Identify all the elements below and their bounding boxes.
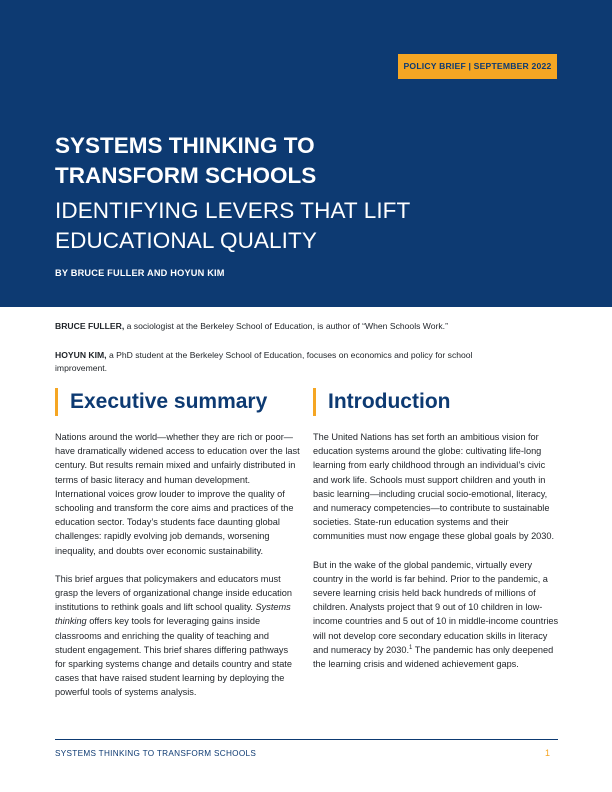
paragraph: But in the wake of the global pandemic, virtually every country in the world is far behind. Prior to the pandemic, a severe learning crisis held back hundreds of millions of children. Analysts project that 9 out of 10 children in low-income countries and 5 out of 10 in middle-income countries will not develop core secondary education skills in literacy and numeracy by 2030.$^1$ The pandemic has only deepened the learning crisis and widened achievement gaps. xyxy=(313,559,559,670)
bio-name: BRUCE FULLER, xyxy=(55,321,125,331)
footer-divider xyxy=(55,739,558,740)
introduction-heading: Introduction xyxy=(313,388,450,416)
page-subtitle xyxy=(55,196,555,256)
subtitle-line-2: EDUCATIONAL QUALITY xyxy=(55,228,317,253)
footer-title: SYSTEMS THINKING TO TRANSFORM SCHOOLS xyxy=(55,749,257,758)
footnote-ref[interactable]: 1 xyxy=(409,644,413,651)
paragraph: The United Nations has set forth an ambitious vision for education systems around the globe: cultivating life-long learning from early childhood through an individual’s civic and work life. Schools must support children and youth in basic learning—including crucial socio-emotional, literacy, and numeracy competencies—to contribute to sustainable societies. State-run education systems and their communities must now engage these global goals by 2030. xyxy=(313,432,555,542)
author-bio-fuller xyxy=(55,320,515,333)
paragraph: This brief argues that policymakers and educators must grasp the levers of organizational change inside education institutions to rethink goals and lift school quality. Systems thinking offers key tools for leveraging gains inside classrooms and enriching the quality of teaching and student engagement. This brief shares differing pathways for sparking systems change and details country and state cases that have raised student learning by deploying the powerful tools of systems analysis. xyxy=(55,573,292,698)
bio-name: HOYUN KIM, xyxy=(55,350,107,360)
policy-brief-badge: POLICY BRIEF | SEPTEMBER 2022 xyxy=(398,54,557,79)
subtitle-line-1: IDENTIFYING LEVERS THAT LIFT xyxy=(55,198,411,223)
bio-text: a sociologist at the Berkeley School of Education, is author of “When Schools Work.” xyxy=(124,321,448,331)
cover-header xyxy=(0,0,612,307)
italic-term: Systems thinking xyxy=(55,602,291,627)
byline: BY BRUCE FULLER AND HOYUN KIM xyxy=(55,268,225,278)
executive-summary-column xyxy=(55,430,301,714)
title-line-2: TRANSFORM SCHOOLS xyxy=(55,163,317,188)
title-line-1: SYSTEMS THINKING TO xyxy=(55,133,315,158)
page-title xyxy=(55,131,555,191)
paragraph: Nations around the world—whether they are rich or poor—have dramatically widened access to education over the last century. But results remain mixed and unfairly distributed in terms of basic literacy and human development. International voices grow louder to improve the quality of schooling and transform the core aims and practices of the education sector. Today’s students face daunting global challenges: rapidly evolving job demands, worsening inequality, and doubts over economic sustainability. xyxy=(55,432,300,556)
author-bio-kim xyxy=(55,349,515,375)
executive-summary-heading: Executive summary xyxy=(55,388,267,416)
bio-text: a PhD student at the Berkeley School of Education, focuses on economics and policy for school improvement. xyxy=(55,350,473,373)
introduction-column xyxy=(313,430,559,685)
page-number: 1 xyxy=(545,748,551,758)
